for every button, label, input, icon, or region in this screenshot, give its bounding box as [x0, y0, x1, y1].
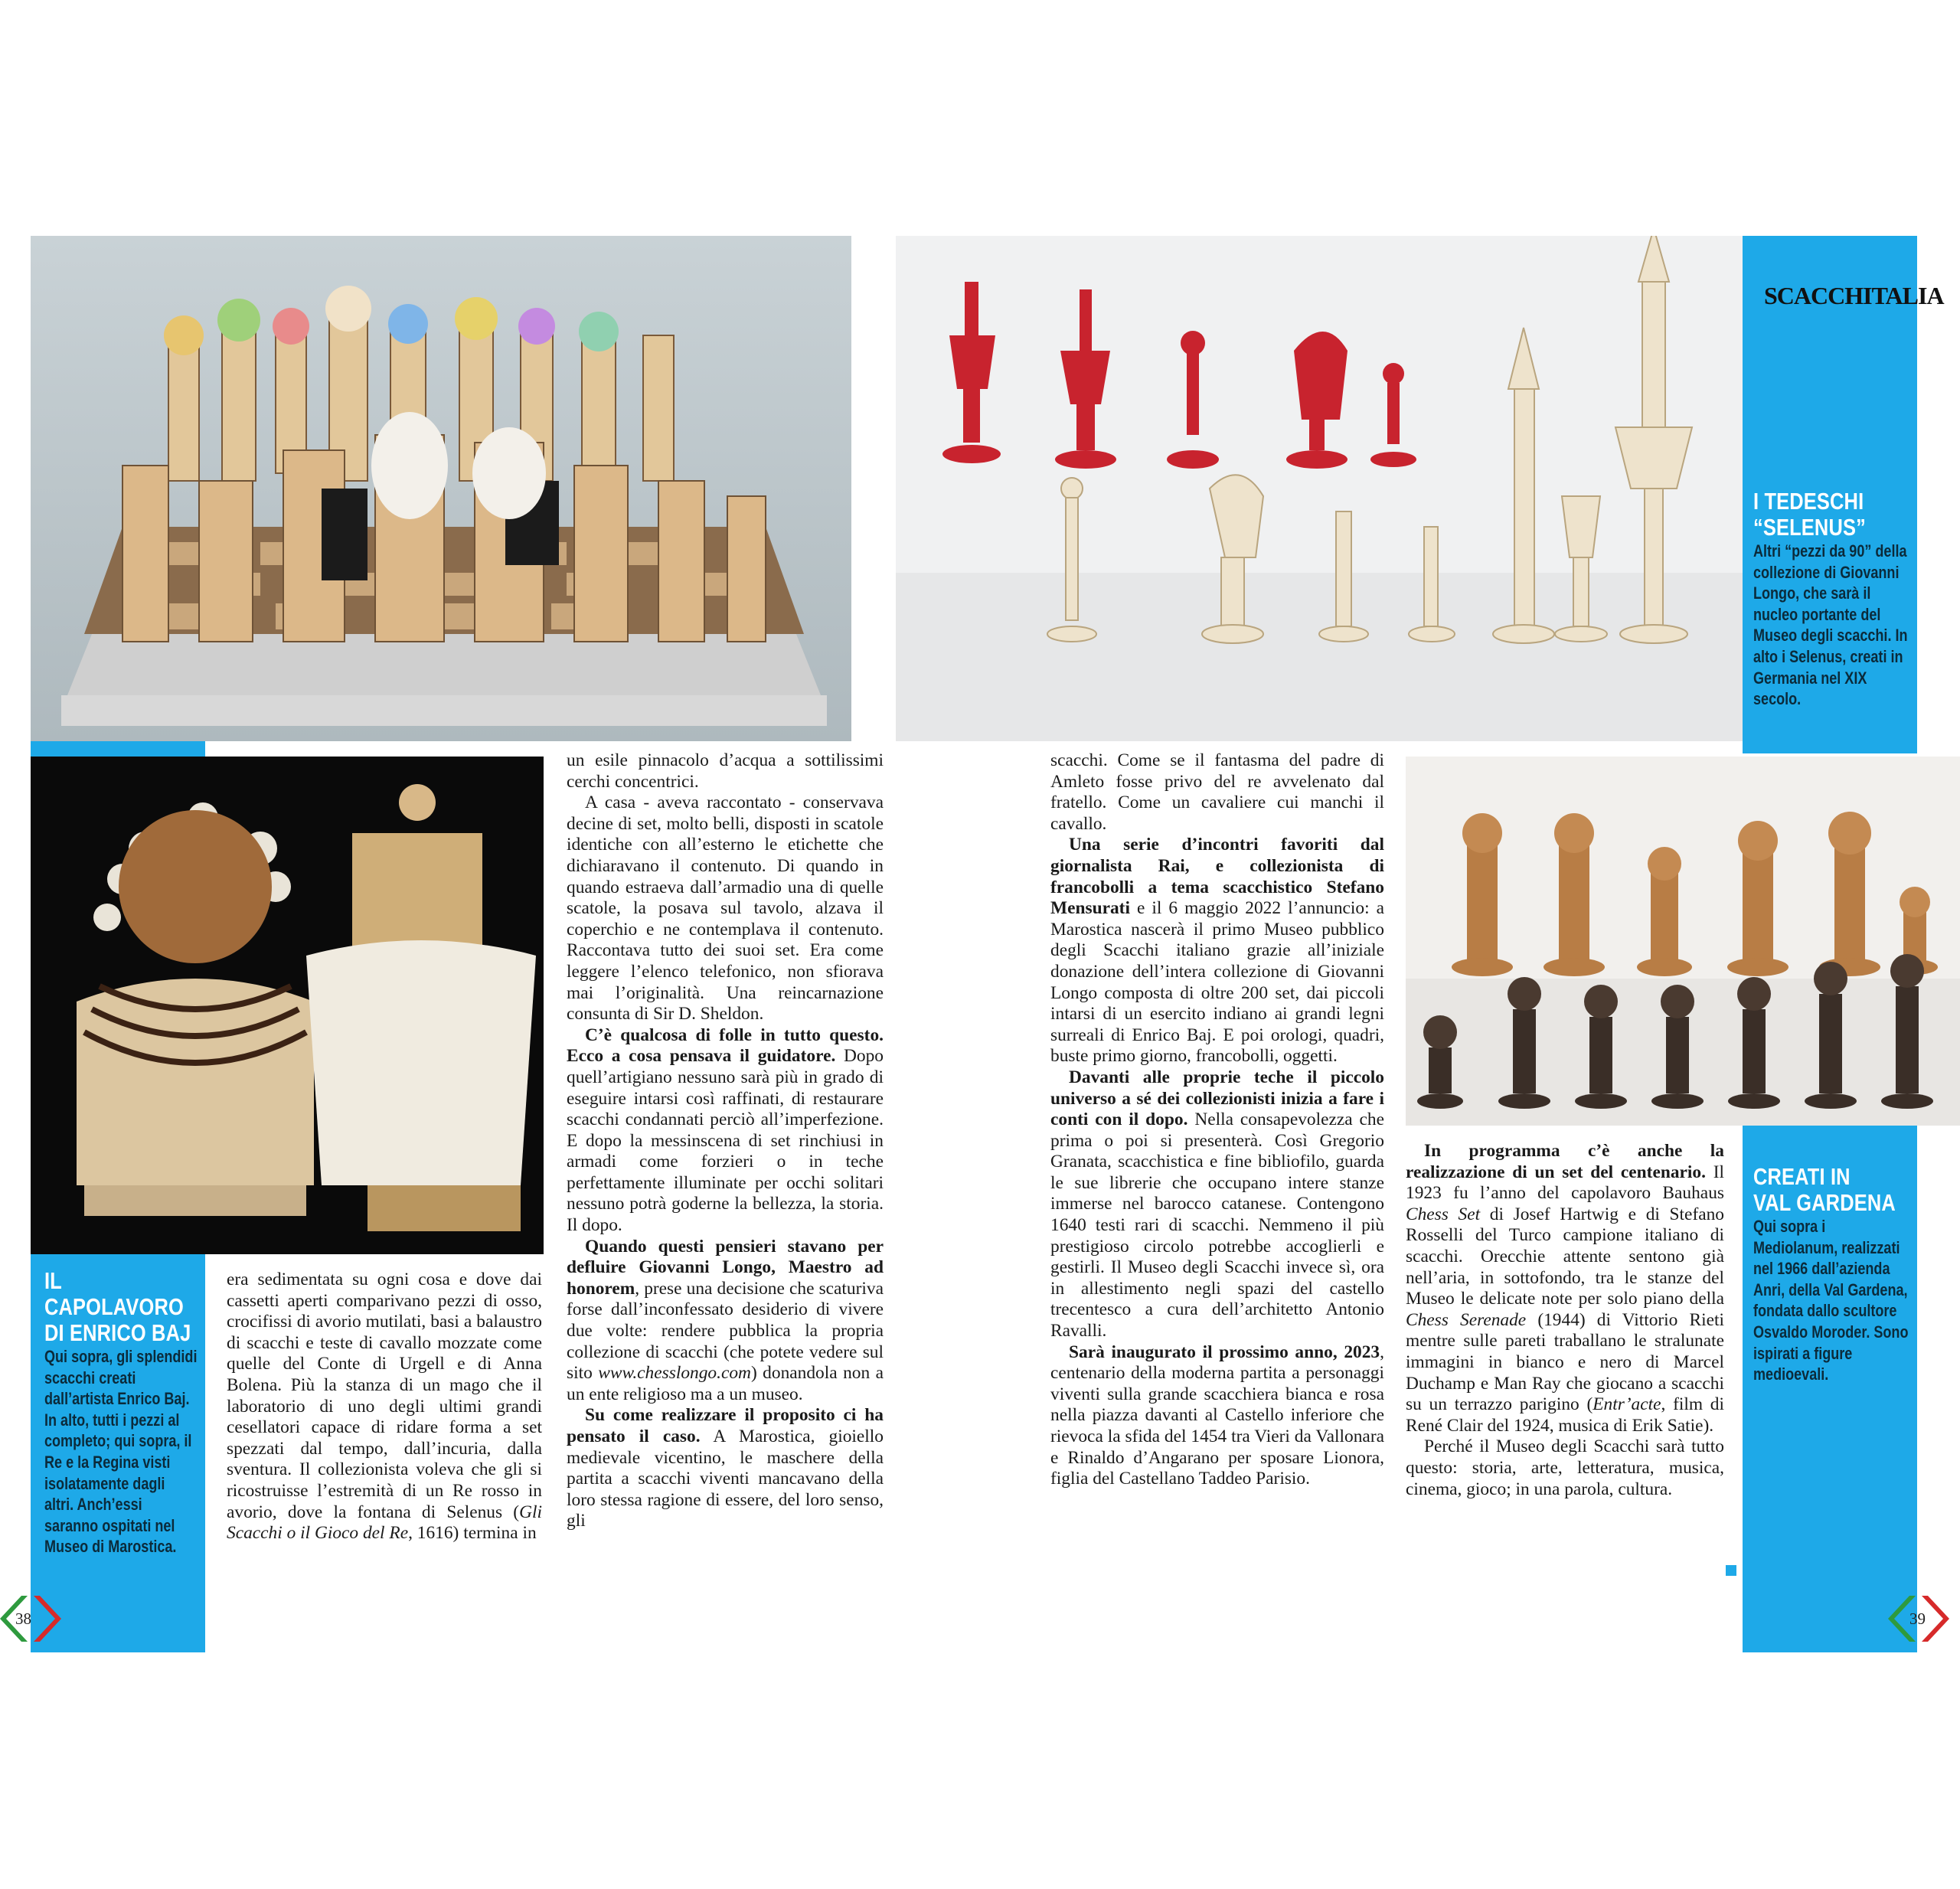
selenus-caption: [1753, 489, 1911, 710]
col4-paragraph-1: In programma c’è anche la realizzazione di un set del centenario. Il 1923 fu l’anno del capolavoro Bauhaus Chess Set di Josef Hartwig e di Stefano Rosselli del Turco campione italiano di scacchi. Orecchie attente sentono già nell’aria, in sottofondo, tra le stanze del Museo le delicate note per solo piano della Chess Serenade (1944) di Vittorio Rieti mentre sulle pareti traballano le stralunate immagini in bianco e nero di Marcel Duchamp e Man Ray che giocano a scacchi su un terrazzo parigino (Entr’acte, film di René Clair del 1924, musica di Erik Satie).: [1406, 1141, 1725, 1436]
page-number-left: 38: [15, 1610, 31, 1628]
baj-caption-title-1: IL CAPOLAVORO: [44, 1267, 184, 1320]
col4-paragraph-2: Perché il Museo degli Scacchi sarà tutto questo: storia, arte, letteratura, musica, cinema, gioco; in una parola, cultura.: [1406, 1436, 1724, 1499]
col2-paragraph-1: un esile pinnacolo d’acqua a sottilissimi cerchi concentrici.: [567, 750, 884, 792]
selenus-illustration: [896, 236, 1743, 741]
baj-caption: [44, 1268, 198, 1557]
article-column-1: [227, 1270, 542, 1544]
baj-king-queen-photo: [31, 757, 544, 1254]
selenus-caption-body: Altri “pezzi da 90” della collezione di Giovanni Longo, che sarà il nucleo portante del Museo degli scacchi. In alto i Selenus, creati in Germania nel XIX secolo.: [1753, 541, 1908, 709]
col2-paragraph-3: C’è qualcosa di folle in tutto questo. Ecco a cosa pensava il guidatore. Dopo quell’artigiano nessuno sarà più in grado di eseguire intarsi così raffinati, di restaurare scacchi condannati perciò all’imperfezione. E dopo la messinscena di set rinchiusi in armadi come forzieri o in teche perfettamente illuminate per occhi solitari nessuno potrà goderne la bellezza, la storia. Il dopo.: [567, 1025, 884, 1236]
baj-set-illustration: [31, 236, 851, 741]
gardena-caption-body: Qui sopra i Mediolanum, realizzati nel 1966 dall’azienda Anri, della Val Gardena, fondata dallo scultore Osvaldo Moroder. Sono ispirati a figure medioevali.: [1753, 1217, 1909, 1384]
col2-paragraph-5: Su come realizzare il proposito ci ha pensato il caso. A Marostica, gioiello medievale vicentino, le maschere della partita a scacchi viventi mancavano della loro stessa ragione di essere, del loro senso, gli: [567, 1405, 884, 1531]
col1-paragraph-1: era sedimentata su ogni cosa e dove dai cassetti aperti comparivano pezzi di osso, crocifissi di avorio mutilati, basi a balaustro di scacchi e teste di cavallo mozzate come quelle del Conte di Urgell e di Anna Bolena. Più la stanza di un mago che il laboratorio di uno degli ultimi grandi cesellatori capace di ridare forma a set spezzati dal tempo, dall’incuria, dalla sventura. Il collezionista voleva che gli si ricostruisse l’estremità di un Re rosso in avorio, dove la fontana di Selenus (Gli Scacchi o il Gioco del Re, 1616) termina in: [227, 1270, 542, 1544]
col3-paragraph-1: scacchi. Come se il fantasma del padre di Amleto fosse privo del re avvelenato dal fratello. Come un cavaliere cui manchi il cavallo.: [1050, 750, 1384, 834]
gardena-caption-title-2: VAL GARDENA: [1753, 1189, 1896, 1216]
article-end-mark: [1726, 1565, 1736, 1576]
flag-chevron-red: [34, 1596, 61, 1642]
article-column-4: [1406, 1141, 1724, 1500]
col2-paragraph-2: A casa - aveva raccontato - conservava decine di set, molto belli, disposti in scatole identiche con all’esterno le etichette che dichiaravano il contenuto. Di quando in quando estraeva dall’armadio una di quelle scatole, la posava sul tavolo, alzava il coperchio e ne contemplava il contenuto. Raccontava tutto dei suoi set. Era come leggere l’elenco telefonico, non sfiorava mai l’originalità. Una reincarnazione consunta di Sir D. Sheldon.: [567, 793, 884, 1025]
selenus-caption-title-2: “SELENUS”: [1753, 514, 1866, 541]
flag-chevron-red-right: [1922, 1596, 1949, 1642]
col3-paragraph-4: Sarà inaugurato il prossimo anno, 2023, centenario della moderna partita a personaggi viventi sulla grande scacchiera bianca e rosa nella piazza davanti al Castello inferiore che rievoca la sfida del 1454 tra Vieri da Vallonara e Rinaldo d’Angarano per sposare Lionora, figlia del Castellano Taddeo Parisio.: [1050, 1342, 1384, 1489]
article-column-3: [1050, 750, 1384, 1490]
article-column-2: [567, 750, 884, 1532]
king-queen-illustration: [31, 757, 544, 1254]
col3-paragraph-2: Una serie d’incontri favoriti dal giornalista Rai, e collezionista di francobolli a tema scacchistico Stefano Mensurati e il 6 maggio 2022 l’annuncio: a Marostica nascerà il primo Museo pubblico degli Scacchi italiano grazie all’iniziale donazione dell’intera collezione di Giovanni Longo composta di oltre 200 set, dai piccoli intarsi di un esercito indiano ai grandi legni surreali di Enrico Baj. E poi orologi, quadri, buste primo giorno, francobolli, oggetti.: [1050, 835, 1384, 1067]
selenus-caption-title-1: I TEDESCHI: [1753, 488, 1864, 515]
blue-accent-bar-left: [31, 741, 205, 757]
baj-caption-body: Qui sopra, gli splendidi scacchi creati dall’artista Enrico Baj. In alto, tutti i pezzi al completo; qui sopra, il Re e la Regina visti isolatamente dagli altri. Anch’essi saranno ospitati nel Museo di Marostica.: [44, 1347, 198, 1557]
col3-paragraph-3: Davanti alle proprie teche il piccolo universo a sé dei collezionisti inizia a fare i conti con il dopo. Nella consapevolezza che prima o poi si presenterà. Così Gregorio Granata, scacchistica e fine bibliofilo, guarda le sue librerie che occupano intere stanze immerse nel barocco catanese. Contengono 1640 testi rari di scacchi. Nemmeno il più prestigioso circolo potrebbe accoglierli e gestirli. Il Museo degli Scacchi invece sì, ora in allestimento negli spazi del castello trecentesco a cura dell’architetto Antonio Ravalli.: [1050, 1067, 1384, 1342]
baj-chess-set-photo: [31, 236, 851, 741]
scacchitalia-logo: SCACCHITALIA: [1764, 282, 1944, 309]
gardena-caption: [1753, 1164, 1911, 1385]
gardena-caption-title-1: CREATI IN: [1753, 1163, 1851, 1190]
val-gardena-pieces-photo: [1406, 757, 1960, 1126]
page-number-right: 39: [1909, 1610, 1926, 1628]
selenus-pieces-photo: [896, 236, 1743, 741]
col2-paragraph-4: Quando questi pensieri stavano per defluire Giovanni Longo, Maestro ad honorem, prese una decisione che scaturiva forse dall’inconfessato desiderio di vivere due volte: rendere pubblica la propria collezione di scacchi (che potete vedere sul sito www.chesslongo.com) donandola non a un ente religioso ma a un museo.: [567, 1236, 884, 1404]
baj-caption-title-2: DI ENRICO BAJ: [44, 1319, 191, 1346]
gardena-illustration: [1406, 757, 1960, 1126]
